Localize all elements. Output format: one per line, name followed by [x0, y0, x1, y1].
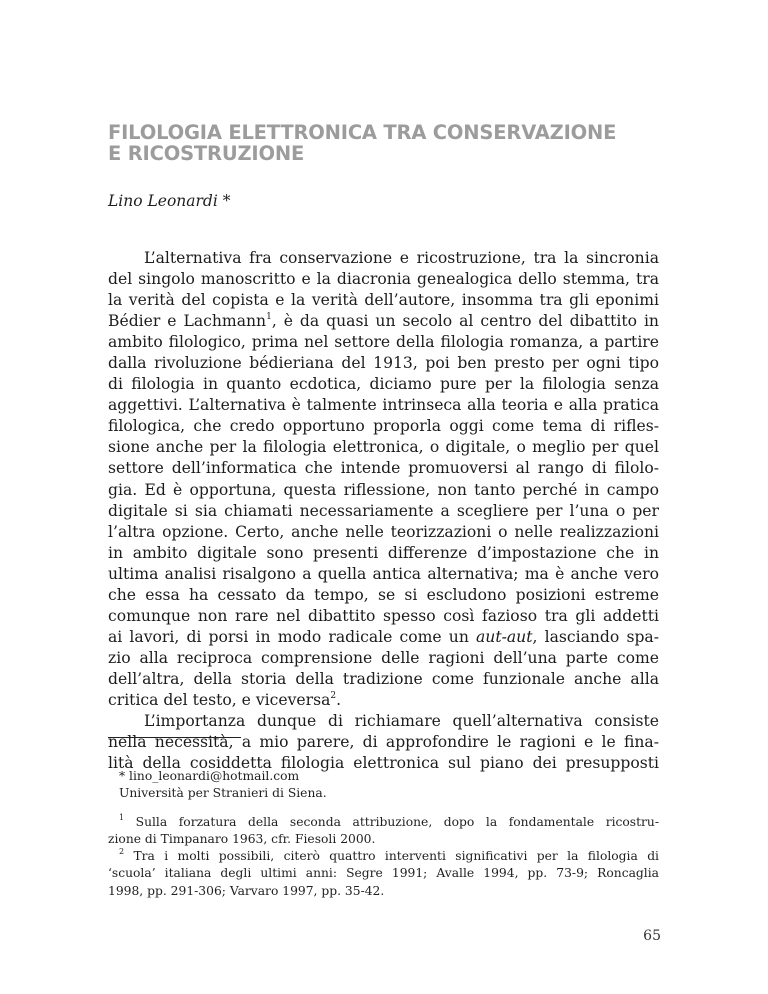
title-line-2: E RICOSTRUZIONE	[108, 142, 305, 165]
body-line	[108, 690, 659, 711]
body-line: settore dell’informatica che intende promuoversi al rango di filolo-	[108, 459, 659, 478]
footnote-ref-2: 2	[330, 690, 337, 701]
body-line: L’alternativa fra conservazione e ricostruzione, tra la sincronia	[144, 249, 659, 267]
footnote-number-1: 1	[119, 812, 125, 822]
body-line	[108, 627, 659, 648]
footnote-2-line	[108, 848, 659, 865]
body-text-run: critica del testo, e viceversa	[108, 690, 331, 709]
article-title	[108, 122, 728, 164]
body-line: comunque non rare nel dibattito spesso così fazioso tra gli addetti	[108, 606, 659, 625]
footnote-ref-1: 1	[266, 311, 272, 322]
body-line: l’altra opzione. Certo, anche nelle teorizzazioni o nelle realizzazioni	[108, 522, 659, 541]
body-text-run: Bédier e Lachmann	[108, 312, 267, 331]
footnote-1-line	[108, 814, 659, 831]
author-email: * lino_leonardi@hotmail.com	[119, 769, 300, 783]
body-line: gia. Ed è opportuna, questa riflessione, non tanto perché in campo	[108, 480, 659, 499]
footnote-divider	[108, 737, 241, 738]
body-line	[108, 311, 659, 332]
body-line: che essa ha cessato da tempo, se si escludono posizioni estreme	[108, 585, 659, 604]
body-line: lità della cosiddetta filologia elettronica sul piano dei presupposti	[108, 754, 659, 773]
body-line: nella necessità, a mio parere, di approfondire le ragioni e le fina-	[108, 733, 659, 752]
body-line: zio alla reciproca comprensione delle ragioni dell’una parte come	[108, 648, 659, 667]
body-text-run: .	[336, 690, 342, 709]
body-text	[108, 248, 659, 774]
footnote-number-2: 2	[119, 847, 125, 857]
body-line: del singolo manoscritto e la diacronia genealogica dello stemma, tra	[108, 270, 659, 289]
body-line: ambito filologico, prima nel settore della filologia romanza, a partire	[108, 333, 659, 352]
author-name: Lino Leonardi *	[108, 192, 231, 210]
body-text-run: ai lavori, di porsi in modo radicale come un	[108, 627, 476, 646]
footnote-2-line: 1998, pp. 291-306; Varvaro 1997, pp. 35-42.	[108, 883, 385, 898]
body-line: sione anche per la filologia elettronica, o digitale, o meglio per quel	[108, 438, 659, 457]
footnotes	[108, 768, 659, 900]
body-line: aggettivi. L’alternativa è talmente intrinseca alla teoria e alla pratica	[108, 396, 659, 415]
footnote-1-line: zione di Timpanaro 1963, cfr. Fiesoli 2000.	[108, 831, 376, 846]
footnote-2-line: ‘scuola’ italiana degli ultimi anni: Segre 1991; Avalle 1994, pp. 73-9; Roncaglia	[108, 866, 659, 881]
body-line: digitale si sia chiamati necessariamente a scegliere per l’una o per	[108, 501, 659, 520]
body-line: ultima analisi risalgono a quella antica alternativa; ma è anche vero	[108, 564, 659, 583]
page-number: 65	[643, 928, 661, 944]
body-line: la verità del copista e la verità dell’autore, insomma tra gli eponimi	[108, 291, 659, 310]
author-affiliation: Università per Stranieri di Siena.	[119, 786, 327, 801]
footnote-text: Sulla forzatura della seconda attribuzione, dopo la fondamentale ricostru-	[124, 814, 659, 829]
emphasis-aut-aut: aut-aut	[476, 627, 533, 646]
body-text-run: , lasciando spa-	[532, 627, 659, 646]
body-line: di filologia in quanto ecdotica, diciamo pure per la filologia senza	[108, 375, 659, 394]
body-line: L’importanza dunque di richiamare quell’alternativa consiste	[144, 712, 659, 731]
body-line: dalla rivoluzione bédieriana del 1913, poi ben presto per ogni tipo	[108, 354, 659, 373]
body-line: in ambito digitale sono presenti differenze d’impostazione che in	[108, 543, 659, 562]
footnote-text: Tra i molti possibili, citerò quattro interventi significativi per la filologia di	[124, 849, 659, 864]
body-line: dell’altra, della storia della tradizione come funzionale anche alla	[108, 669, 659, 688]
body-text-run: , è da quasi un secolo al centro del dibattito in	[271, 312, 659, 331]
title-line-1: FILOLOGIA ELETTRONICA TRA CONSERVAZIONE	[108, 121, 617, 144]
footnote-spacer	[108, 803, 659, 814]
body-line: filologica, che credo opportuno proporla oggi come tema di rifles-	[108, 417, 659, 436]
